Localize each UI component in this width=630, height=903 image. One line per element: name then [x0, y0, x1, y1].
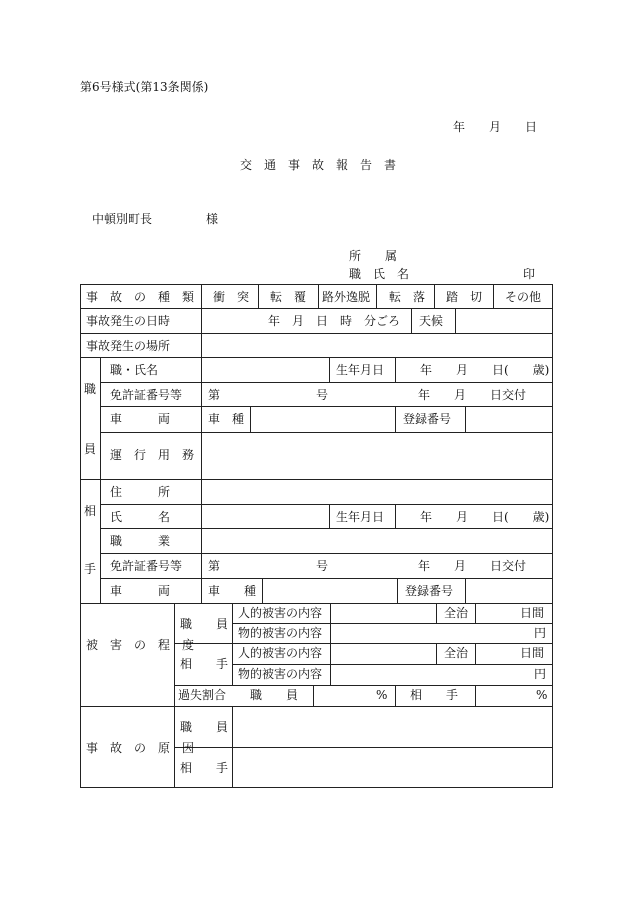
- other-registration-label: 登録番号: [405, 584, 454, 598]
- other-address-label: 住 所: [110, 485, 171, 499]
- damage-other-cure: 全治: [444, 646, 469, 660]
- damage-staff-human: 人的被害の内容: [238, 606, 323, 620]
- other-license-number: 第 号: [208, 559, 329, 573]
- damage-staff-property: 物的被害の内容: [238, 626, 323, 640]
- staff-vehicle-label: 車 両: [110, 412, 171, 426]
- accident-datetime-label: 事故発生の日時: [86, 314, 171, 328]
- addressee: 中頓別町長: [92, 212, 153, 226]
- staff-group-label-bottom: 員: [84, 442, 97, 456]
- damage-other-property: 物的被害の内容: [238, 667, 323, 681]
- seal-label: 印: [523, 267, 536, 281]
- accident-type-collision: 衝 突: [213, 290, 250, 304]
- damage-other-human: 人的被害の内容: [238, 646, 323, 660]
- staff-name-label: 職・氏名: [110, 363, 159, 377]
- other-vehicle-type: 車 種: [208, 584, 257, 598]
- accident-datetime-value: 年 月 日 時 分ごろ: [268, 314, 401, 328]
- addressee-honorific: 様: [206, 212, 219, 226]
- other-vehicle-label: 車 両: [110, 584, 171, 598]
- affiliation-label: 所 属: [349, 249, 398, 263]
- fault-other-label: 相 手: [410, 688, 459, 702]
- other-license-label: 免許証番号等: [110, 559, 183, 573]
- damage-other-days: 日間: [520, 646, 545, 660]
- cause-staff-label: 職 員: [180, 720, 229, 734]
- staff-registration-label: 登録番号: [403, 412, 452, 426]
- other-birth-label: 生年月日: [336, 510, 385, 524]
- fault-ratio-label: 過失割合: [178, 688, 227, 702]
- damage-staff-cure: 全治: [444, 606, 469, 620]
- reporter-name-label: 職 氏 名: [349, 267, 410, 281]
- accident-type-label: 事 故 の 種 類: [86, 290, 195, 304]
- fault-other-percent: %: [536, 688, 548, 702]
- damage-staff-yen: 円: [534, 626, 547, 640]
- other-group-label-bottom: 手: [84, 562, 97, 576]
- staff-birth-label: 生年月日: [336, 363, 385, 377]
- damage-staff-label: 職 員: [180, 617, 229, 631]
- staff-license-number: 第 号: [208, 388, 329, 402]
- staff-vehicle-type: 車 種: [208, 412, 245, 426]
- staff-license-label: 免許証番号等: [110, 388, 183, 402]
- date-line: 年 月 日: [453, 120, 538, 134]
- damage-other-yen: 円: [534, 667, 547, 681]
- form-number: 第6号様式(第13条関係): [80, 80, 209, 94]
- other-license-date: 年 月 日交付: [418, 559, 527, 573]
- cause-label: 事 故 の 原 因: [86, 741, 195, 755]
- damage-other-label: 相 手: [180, 657, 229, 671]
- other-birth-value: 年 月 日( 歳): [420, 510, 550, 524]
- damage-label: 被 害 の 程 度: [86, 638, 195, 652]
- other-name-label: 氏 名: [110, 510, 171, 524]
- staff-license-date: 年 月 日交付: [418, 388, 527, 402]
- fault-staff-label: 職 員: [250, 688, 299, 702]
- accident-place-label: 事故発生の場所: [86, 339, 171, 353]
- fault-staff-percent: %: [376, 688, 388, 702]
- accident-type-rollover: 転 覆: [270, 290, 307, 304]
- weather-label: 天候: [419, 314, 444, 328]
- other-group-label-top: 相: [84, 504, 97, 518]
- staff-service-label: 運 行 用 務: [110, 448, 195, 462]
- accident-type-other: その他: [505, 290, 542, 304]
- other-job-label: 職 業: [110, 534, 171, 548]
- cause-other-label: 相 手: [180, 761, 229, 775]
- document-title: 交 通 事 故 報 告 書: [240, 158, 397, 172]
- staff-group-label-top: 職: [84, 382, 97, 396]
- staff-birth-value: 年 月 日( 歳): [420, 363, 550, 377]
- accident-type-fall: 転 落: [389, 290, 426, 304]
- accident-type-railroad-crossing: 踏 切: [446, 290, 483, 304]
- damage-staff-days: 日間: [520, 606, 545, 620]
- accident-type-off-road: 路外逸脱: [322, 290, 371, 304]
